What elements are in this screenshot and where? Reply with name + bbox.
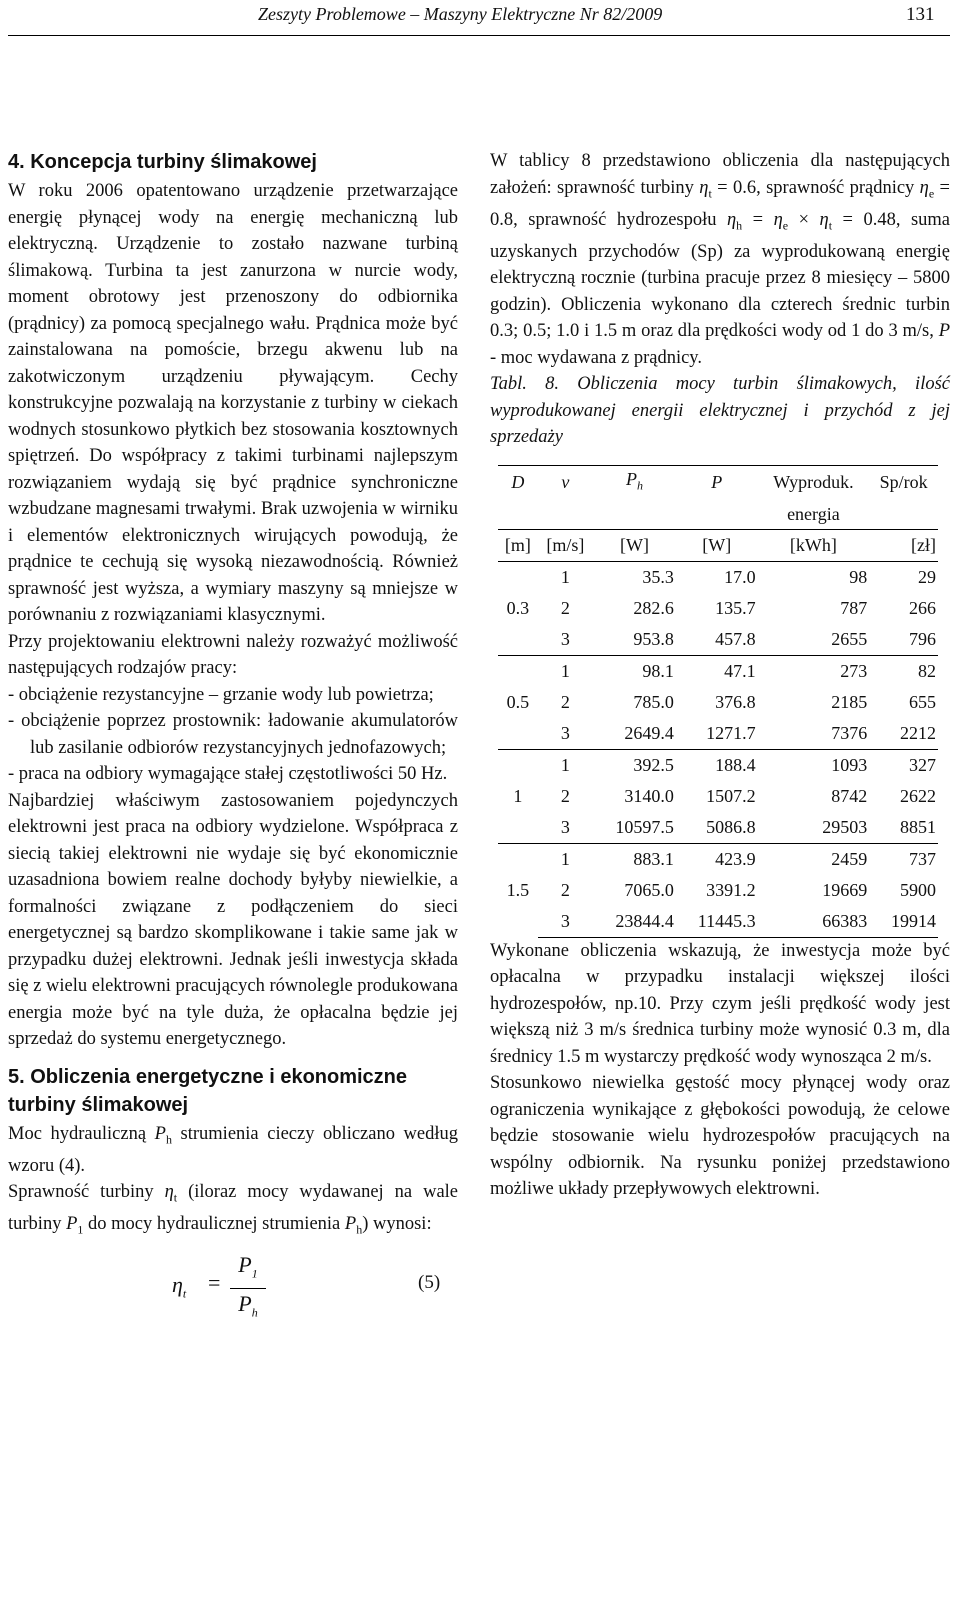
table-cell: 423.9 — [676, 843, 758, 875]
formula-fraction — [230, 1250, 266, 1328]
table-cell: 8742 — [831, 786, 868, 807]
section-4-title: 4. Koncepcja turbiny ślimakowej — [8, 151, 317, 173]
table-cell: 19669 — [822, 880, 868, 901]
table-cell: 2 — [560, 786, 570, 807]
formula-denominator: $P_h$ — [238, 1290, 258, 1320]
table-cell: 1271.7 — [706, 723, 756, 744]
table-row — [498, 718, 938, 750]
formula-numerator: $P_1$ — [230, 1250, 266, 1289]
unit-cell: [W] — [676, 529, 758, 561]
unit-cell: [m] — [498, 529, 538, 561]
table-cell: 1507.2 — [706, 786, 756, 807]
table-cell: 5900 — [900, 880, 936, 901]
table-cell: 82 — [869, 655, 938, 687]
table-cell: 282.6 — [633, 598, 674, 619]
list-item: - praca na odbiory wymagające stałej częstotliwości 50 Hz. — [8, 764, 448, 784]
table-cell: 737 — [869, 843, 938, 875]
table-cell: 2212 — [900, 723, 936, 744]
data-table — [498, 465, 938, 938]
table-cell: 392.5 — [593, 749, 676, 781]
paragraph: Przy projektowaniu elektrowni należy rozważyć możliwość następujących rodzajów pracy: — [8, 631, 458, 678]
col-header-d: D — [511, 472, 525, 493]
table-cell: 3 — [538, 906, 594, 938]
table-cell: 2655 — [831, 629, 868, 650]
col-header-wyproduk: Wyproduk. — [758, 465, 870, 499]
table-cell: 19914 — [869, 906, 938, 938]
unit-cell: [kWh] — [758, 529, 870, 561]
diameter-cell: 0.3 — [506, 598, 530, 619]
table-cell: 3140.0 — [624, 786, 674, 807]
diameter-cell: 0.5 — [498, 655, 538, 749]
table-cell: 3 — [560, 817, 570, 838]
diameter-cell: 1 — [498, 749, 538, 843]
paragraph: Najbardziej właściwym zastosowaniem pojedynczych elektrowni jest praca na odbiory wydzielone. Współpraca z siecią takiej elektrowni nie wydaje się być ekonomicznie uzasadniona bowiem realne dochody byłyby niewielkie, a formalności związane z podłączeniem do sieci energetycznej są bardzo skomplikowane i takie same jak w przypadku dużej elektrowni. Jednak jeśli inwestycja składa się z wielu elektrowni pracujących równolegle produkowana energia może być na tyle duża, że opłacalna będzie jej sprzedaż do systemu energetycznego. — [8, 790, 458, 1049]
table-cell: 655 — [909, 692, 936, 713]
table-cell: 1 — [538, 655, 594, 687]
col-header-ph: $P_h$ — [626, 468, 643, 493]
right-column — [490, 148, 950, 1203]
unit-cell: [W] — [593, 529, 676, 561]
table-row — [498, 843, 938, 875]
left-column — [8, 148, 458, 1318]
table-cell: 29 — [918, 567, 936, 588]
paragraph: W roku 2006 opatentowano urządzenie przetwarzające energię płynącej wody na energię mechaniczną lub elektryczną. Urządzenie to zostało nazwane turbiną ślimakową. Turbina ta jest zanurzona w nurcie wody, moment obrotowy jest przenoszony do odbiornika (prądnicy) za pomocą specjalnego wału. Prądnica może być zainstalowana na pomoście, brzegu akwenu lub na zakotwiczonym urządzeniu pływającym. Cechy konstrukcyjne pozwalają na korzystanie z turbiny w ciekach wodnych stosunkowo płytkich bez stosowania kosztownych spiętrzeń. Do współpracy z takimi turbinami najlepszym rozwiązaniem wydają się być prądnice synchroniczne wzbudzane magnesami trwałymi. Brak uzwojenia w wirniku i elementów elektronicznych wirujących powodują, że prądnice te cechują się wysoką niezawodnością. Również sprawność jest wyższa, a wymiary maszyny są mniejsze w porównaniu z rozwiązaniami klasycznymi. — [8, 181, 458, 625]
table-cell: 66383 — [758, 906, 870, 938]
paragraph: Stosunkowo niewielka gęstość mocy płynącej wody oraz ograniczenia wynikające z głębokości powodują, że celowe będzie stosowanie wielu hydrozespołów pracujących na wspólny odbiornik. Na rysunku poniżej przedstawiono możliwe układy przepływowych elektrowni. — [490, 1073, 950, 1200]
table-cell: 327 — [869, 749, 938, 781]
table-cell: 2459 — [758, 843, 870, 875]
journal-title: Zeszyty Problemowe – Maszyny Elektryczne Nr 82/2009 — [258, 4, 663, 24]
table-row — [498, 624, 938, 656]
paragraph: Sprawność turbiny $\eta_t$ (iloraz mocy wydawanej na wale turbiny $P_1$ do mocy hydraulicznej strumienia $P_h$) wynosi: — [8, 1182, 459, 1238]
table-row — [498, 687, 938, 718]
table-cell: 98.1 — [593, 655, 676, 687]
paragraph: Wykonane obliczenia wskazują, że inwestycja może być opłacalna w przypadku instalacji większej ilości hydrozespołów, np.10. Przy czym jeśli prędkość wody jest większą niż 3 m/s średnica turbiny może wynosić 0.3 m, dla średnicy 1.5 m wystarczy prędkość wody wynosząca 2 m/s. — [490, 940, 950, 1067]
table-units-row — [498, 529, 938, 561]
table-cell: 457.8 — [715, 629, 756, 650]
formula-equals: = — [208, 1269, 221, 1295]
table-caption: Tabl. 8. Obliczenia mocy turbin ślimakowych, ilość wyprodukowanej energii elektrycznej i przychód z jej sprzedaży — [490, 374, 950, 448]
table-cell: 98 — [849, 567, 868, 588]
header-rule — [8, 35, 950, 36]
table-cell: 2 — [560, 880, 570, 901]
table-cell: 17.0 — [724, 567, 756, 588]
table-cell: 2185 — [831, 692, 868, 713]
paragraph: W tablicy 8 przedstawiono obliczenia dla następujących założeń: sprawność turbiny $\eta_t = 0.6$, sprawność prądnicy $\eta_e = 0.8$, sprawność hydrozespołu $\eta_h = \eta_e \times \eta_t = 0.48$, suma uzyskanych przychodów (Sp) za wyprodukowaną energię elektryczną rocznie (turbina pracuje przez 8 miesięcy – 5800 godzin). Obliczenia wykonano dla czterech średnic turbin 0.3; 0.5; 1.0 i 1.5 m oraz dla prędkości wody od 1 do 3 m/s, P - moc wydawana z prądnicy. — [490, 151, 951, 368]
table-row — [498, 561, 938, 593]
table-cell: 3 — [560, 723, 570, 744]
table-cell: 1093 — [758, 749, 870, 781]
table-cell: 1 — [538, 843, 594, 875]
table-cell: 3 — [560, 629, 570, 650]
page-header — [0, 0, 960, 40]
table-cell: 2 — [560, 598, 570, 619]
paragraph: Moc hydrauliczną $P_h$ strumienia cieczy obliczano według wzoru (4). — [8, 1123, 459, 1176]
table-row — [498, 906, 938, 938]
table-row — [498, 749, 938, 781]
unit-cell: [m/s] — [538, 529, 594, 561]
table-cell: 188.4 — [676, 749, 758, 781]
formula-5 — [8, 1250, 458, 1318]
table-cell: 1 — [538, 749, 594, 781]
table-cell: 266 — [909, 598, 936, 619]
table-cell: 785.0 — [633, 692, 674, 713]
table-row — [498, 812, 938, 844]
list-item: - obciążenie poprzez prostownik: ładowanie akumulatorów lub zasilanie odbiorów rezystancyjnych jednofazowych; — [8, 711, 458, 758]
table-cell: 953.8 — [633, 629, 674, 650]
table-row — [498, 593, 938, 624]
table-header-row — [498, 465, 938, 499]
table-cell: 2649.4 — [624, 723, 674, 744]
col-header-sp: Sp/rok — [869, 465, 938, 499]
diameter-cell: 1.5 — [498, 843, 538, 937]
table-cell: 29503 — [822, 817, 868, 838]
table-row — [498, 781, 938, 812]
table-cell: 3391.2 — [706, 880, 756, 901]
table-cell: 2 — [560, 692, 570, 713]
table-cell: 787 — [840, 598, 868, 619]
page-number: 131 — [906, 4, 935, 25]
col-header-v: v — [561, 472, 570, 493]
table-body — [498, 561, 938, 937]
table-cell: 883.1 — [593, 843, 676, 875]
col-header-p: P — [711, 472, 723, 493]
table-cell: 1 — [560, 567, 570, 588]
col-header-energia: energia — [787, 503, 840, 524]
table-cell: 10597.5 — [615, 817, 674, 838]
table-row — [498, 875, 938, 906]
table-row — [498, 655, 938, 687]
table-header-row-2 — [498, 499, 938, 530]
table-cell: 376.8 — [715, 692, 756, 713]
table-cell: 796 — [909, 629, 936, 650]
table-cell: 7065.0 — [624, 880, 674, 901]
unit-cell: [zł] — [869, 529, 938, 561]
table-cell: 11445.3 — [676, 906, 758, 938]
table-cell: 47.1 — [676, 655, 758, 687]
table-cell: 273 — [758, 655, 870, 687]
formula-number: (5) — [418, 1271, 441, 1293]
table-cell: 35.3 — [642, 567, 674, 588]
section-5-title: 5. Obliczenia energetyczne i ekonomiczne turbiny ślimakowej — [8, 1065, 408, 1116]
formula-eta: $\eta_t$ — [172, 1271, 187, 1300]
table-cell: 135.7 — [715, 598, 756, 619]
table-cell: 7376 — [831, 723, 868, 744]
table-cell: 5086.8 — [706, 817, 756, 838]
table-cell: 2622 — [900, 786, 936, 807]
table-cell: 23844.4 — [593, 906, 676, 938]
list-item: - obciążenie rezystancyjne – grzanie wody lub powietrza; — [8, 684, 434, 705]
table-cell: 8851 — [900, 817, 936, 838]
